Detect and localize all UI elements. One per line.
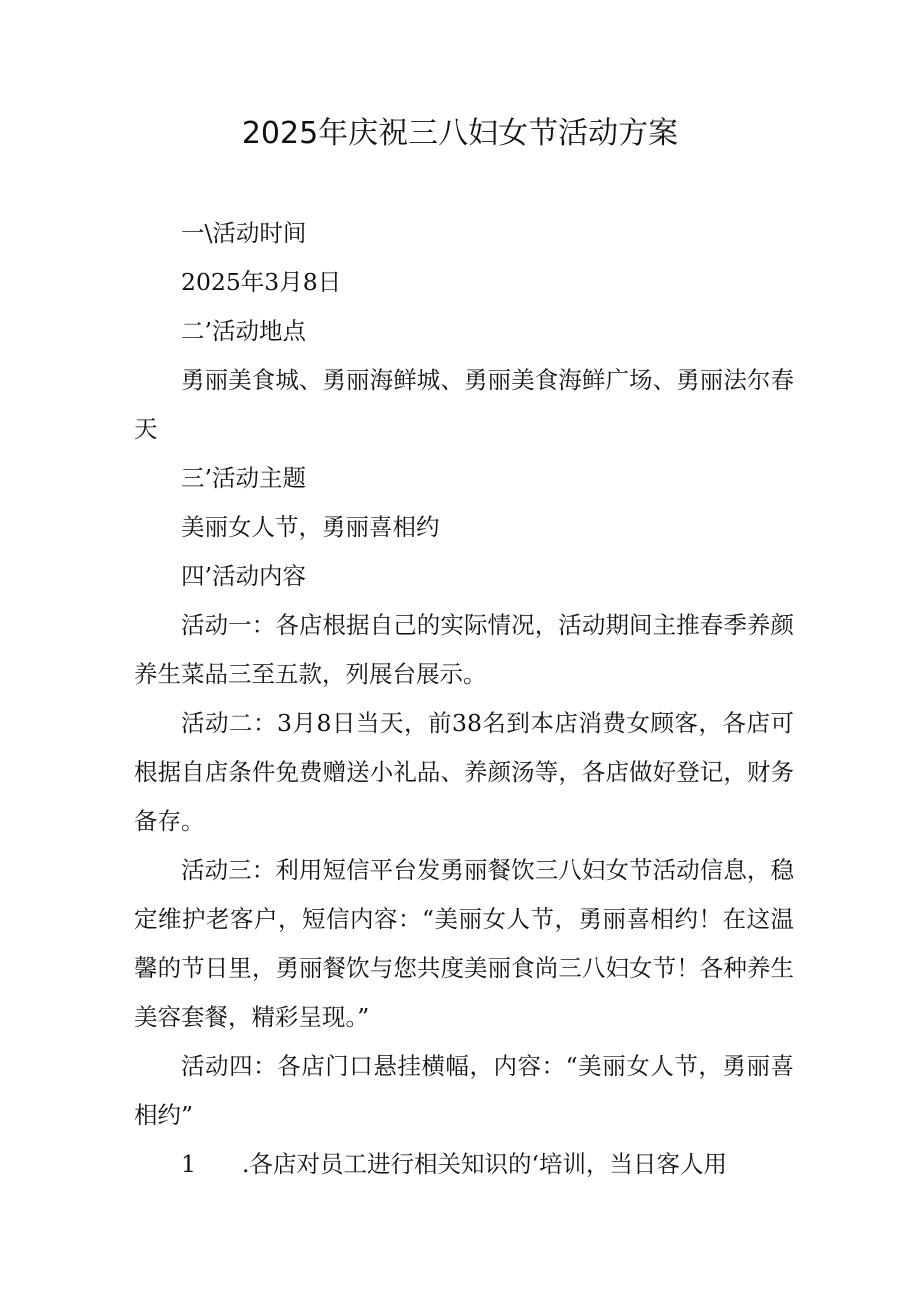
activity-one: 活动一：各店根据自己的实际情况，活动期间主推春季养颜养生菜品三至五款，列展台展示。 [134, 611, 794, 688]
activity-three: 活动三：利用短信平台发勇丽餐饮三八妇女节活动信息，稳定维护老客户，短信内容：“美丽女人节，勇丽喜相约！在这温馨的节日里，勇丽餐饮与您共度美丽食尚三八妇女节！各种养生美容套餐，精彩呈现。” [134, 856, 794, 1031]
event-locations: 勇丽美食城、勇丽海鲜城、勇丽美食海鲜广场、勇丽法尔春天 [134, 366, 794, 443]
activity-four: 活动四：各店门口悬挂横幅，内容：“美丽女人节，勇丽喜相约” [134, 1052, 794, 1129]
event-theme: 美丽女人节，勇丽喜相约 [181, 513, 440, 541]
section-heading-content: 四’活动内容 [181, 562, 306, 590]
numbered-list-item [134, 1140, 794, 1189]
list-item-number: 1 [181, 1150, 196, 1178]
activity-two: 活动二：3月8日当天，前38名到本店消费女顾客，各店可根据自店条件免费赠送小礼品、养颜汤等，各店做好登记，财务备存。 [134, 709, 794, 835]
list-item-text: .各店对员工进行相关知识的‘培训，当日客人用 [242, 1150, 727, 1178]
section-heading-location: 二’活动地点 [181, 317, 306, 345]
section-heading-time: 一\活动时间 [181, 219, 307, 247]
document-title: 2025年庆祝三八妇女节活动方案 [241, 116, 679, 151]
document-body [134, 209, 794, 1189]
section-heading-theme: 三’活动主题 [181, 464, 306, 492]
event-date: 2025年3月8日 [181, 268, 342, 296]
